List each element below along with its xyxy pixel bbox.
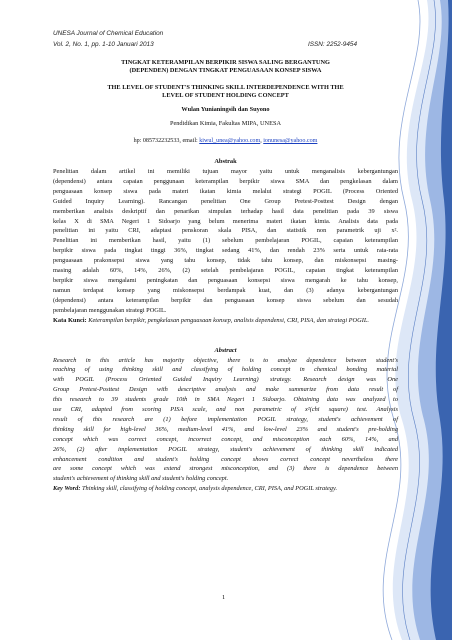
contact-prefix: hp: 085732232533, email: — [133, 138, 200, 144]
text-line: Group Pretest-Posttest Design with descriptive analysis and make summarize from data result of — [53, 386, 398, 394]
volume-info: Vol. 2, No. 1, pp. 1-10 Januari 2013 — [53, 41, 154, 48]
text-line: Guided Inquiry Learning). Rancangan penelitian One Group Pretest-Posttest Design dengan — [53, 197, 398, 205]
text-line: berpikir siswa mengalami peningkatan dan penguasaan konsepsi siswa mengarah ke tahu konsep, — [53, 276, 398, 284]
abstrak-heading: Abstrak — [214, 158, 237, 165]
abstract-text — [53, 356, 398, 485]
title-line: LEVEL OF STUDENT HOLDING CONCEPT — [162, 92, 289, 99]
text-line: this research to 39 students grade 10th in SMA Negeri 1 Sidoarjo. Obtaining data was analyzed to — [53, 396, 398, 404]
text-line: memberikan analisis deskriptif dan penarikan simpulan terhadap hasil data penelitian pada 39 siswa — [53, 207, 398, 215]
abstract-heading: Abstract — [214, 346, 237, 354]
text-line: Penelitian ini memberikan hasil, yaitu (1) sebelum pembelajaran POGIL, capaian keterampilan — [53, 237, 398, 245]
title-line: THE LEVEL OF STUDENT'S THINKING SKILL INTERDEPENDENCE WITH THE — [107, 84, 344, 91]
abstract-keywords — [53, 484, 398, 494]
title-line: TINGKAT KETERAMPILAN BERPIKIR SISWA SALING BERGANTUNG — [121, 59, 330, 66]
text-line: concept which was correct concept, incorrect concept, and misconception each 60%, 14%, and — [53, 435, 398, 443]
title-line: (DEPENDEN) DENGAN TINGKAT PENGUASAAN KONSEP SISWA — [129, 67, 322, 74]
text-line: penguasaan prakonsepsi siswa yang tahu konsep, tidak tahu konsep, dan miskonsepsi masing- — [53, 257, 398, 265]
text-line: with POGIL (Process Oriented Guided Inquiry Learning) strategy. Research design was One — [53, 376, 398, 384]
text-line: are some concept which was extend strongest misconception, and (3) there is dependence between — [53, 465, 398, 473]
text-line: (dependensi) antara capaian penggunaan keterampilan berpikir siswa SMA dan pengkelasan dalam — [53, 177, 398, 185]
text-line: 26%, (2) after implementation POGIL strategy, student's achievement of thinking skill indicated — [53, 445, 398, 453]
abstrak-text — [53, 167, 398, 316]
text-line: thinking skill for high-level 36%, medium-level 41%, and low-level 23% and student's pre-holding — [53, 425, 398, 433]
contact-line — [53, 138, 398, 144]
keywords-label: Key Word: — [53, 485, 81, 493]
text-line: namun terdapat konsep yang miskonsepsi berdampak kuat, dan (3) adanya kebergantungan — [53, 286, 398, 294]
email-link-1[interactable]: kiwul_unea@yahoo.com — [199, 138, 261, 144]
issn: ISSN: 2252-9454 — [308, 41, 358, 48]
text-line: pembelajaran menggunakan strategi POGIL. — [53, 306, 167, 314]
text-line: masing adalah 60%, 14%, 26%, (2) setelah pembelajaran POGIL, capaian tingkat keterampilan — [53, 267, 398, 275]
email-link-2[interactable]: ionunesa@yahoo.com — [263, 138, 318, 144]
contact-separator: , — [260, 138, 264, 144]
text-line: reaching of using thinking skill and classifying of holding concept in chemical bonding material — [53, 366, 398, 374]
text-line: penelitian ini yaitu CRI, adaptasi penskoran skala PISA, dan statistik non parametrik uji x². — [53, 227, 398, 235]
abstrak-keywords — [53, 316, 398, 326]
keywords-label: Kata Kunci: — [53, 316, 87, 324]
text-line: berpikir siswa pada tingkat tinggi 36%, tingkat sedang 41%, dan rendah 23% serta untuk rata-rata — [53, 247, 398, 255]
text-line: (dependensi) antara keterampilan berpikir dan penguasaan konsep siswa sebelum dan sesudah — [53, 296, 398, 304]
title-indonesian — [53, 59, 398, 75]
title-english — [53, 84, 398, 100]
journal-name: UNESA Journal of Chemical Education — [53, 30, 164, 37]
text-line: Penelitian dalam artikel ini memiliki tujuan mayor yaitu untuk menganalisis kebergantungan — [53, 168, 398, 175]
text-line: penguasaan konsep siswa pada materi ikatan kimia melalui strategi POGIL (Process Oriented — [53, 187, 398, 195]
authors: Wulan Yunianingsih dan Suyono — [181, 106, 270, 113]
text-line: student's achievement of thinking skill and student's holding concept. — [53, 475, 229, 483]
keywords-text: Keterampilan berpikir, pengkelasan penguasaan konsep, analisis dependensi, CRI, PISA, dan strategi POGIL. — [86, 316, 369, 324]
text-line: Research in this article has majority objective, there is to analyze dependence between student's — [53, 356, 398, 364]
keywords-text: Thinking skill, classifying of holding concept, analysis dependence, CRI, PISA, and POGIL strategy. — [80, 485, 338, 493]
affiliation: Pendidikan Kimia, Fakultas MIPA, UNESA — [169, 120, 281, 127]
article-body — [53, 53, 398, 494]
text-line: use CRI, adapted from scoring PISA scale, and non parametric of x²(chi square) test. Analysis — [53, 406, 398, 414]
text-line: kelas X di SMA Negeri 1 Sidoarjo yang belum menerima materi ikatan kimia. Analisis data pada — [53, 217, 398, 225]
text-line: enhancement condition and student's holding concept shows correct concept nevertheless there — [53, 455, 398, 463]
page-number: 1 — [222, 594, 226, 601]
text-line: result of this research are (1) before implementation POGIL strategy, student's achievement of — [53, 415, 398, 423]
